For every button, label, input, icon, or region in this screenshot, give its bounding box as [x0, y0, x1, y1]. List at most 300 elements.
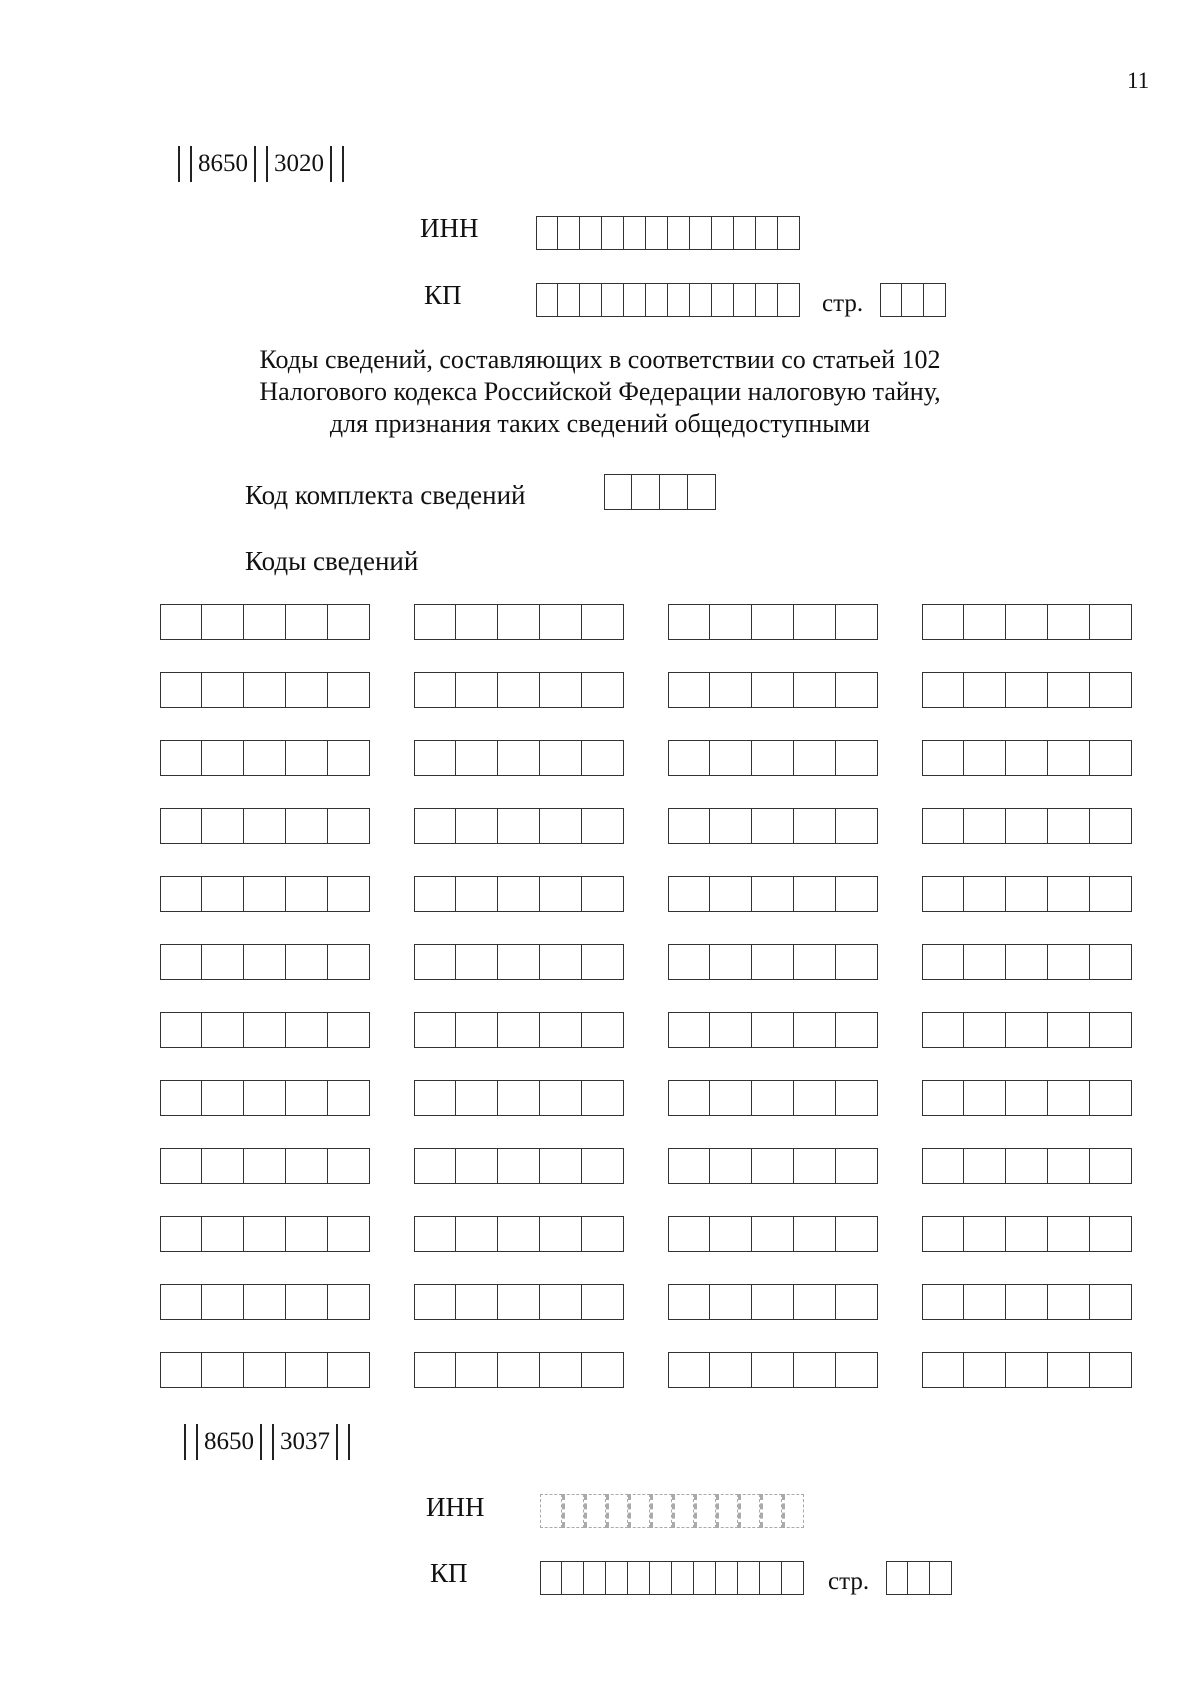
code-cell[interactable]	[922, 672, 964, 708]
code-cell[interactable]	[456, 1284, 498, 1320]
code-cell[interactable]	[668, 1216, 710, 1252]
code-box[interactable]	[414, 672, 624, 708]
code-cell[interactable]	[1048, 808, 1090, 844]
code-cell[interactable]	[710, 1284, 752, 1320]
page-field-bottom[interactable]	[886, 1561, 952, 1595]
codes-row	[160, 672, 1140, 708]
code-cell[interactable]	[1048, 604, 1090, 640]
code-cell[interactable]	[1006, 876, 1048, 912]
code-cell[interactable]	[160, 1148, 202, 1184]
code-cell[interactable]	[964, 1216, 1006, 1252]
code-cell[interactable]	[794, 1352, 836, 1388]
code-cell[interactable]	[286, 1012, 328, 1048]
code-cell[interactable]	[286, 1352, 328, 1388]
code-cell[interactable]	[710, 1012, 752, 1048]
code-cell[interactable]	[1006, 1216, 1048, 1252]
code-cell[interactable]	[1090, 604, 1132, 640]
code-box[interactable]	[922, 1012, 1132, 1048]
barcode-bar	[330, 146, 332, 182]
code-cell[interactable]	[540, 672, 582, 708]
code-cell[interactable]	[582, 944, 624, 980]
code-cell[interactable]	[710, 1216, 752, 1252]
code-cell[interactable]	[414, 1216, 456, 1252]
code-cell[interactable]	[244, 808, 286, 844]
code-cell[interactable]	[752, 1216, 794, 1252]
code-cell[interactable]	[1090, 1012, 1132, 1048]
code-cell[interactable]	[964, 672, 1006, 708]
code-cell[interactable]	[328, 672, 370, 708]
code-box[interactable]	[414, 1080, 624, 1116]
code-cell[interactable]	[244, 1080, 286, 1116]
code-cell[interactable]	[582, 876, 624, 912]
code-cell[interactable]	[710, 876, 752, 912]
code-cell[interactable]	[160, 672, 202, 708]
code-box[interactable]	[668, 604, 878, 640]
code-cell[interactable]	[1090, 876, 1132, 912]
code-cell[interactable]	[202, 604, 244, 640]
code-cell[interactable]	[836, 876, 878, 912]
barcode-bar	[272, 1424, 274, 1460]
code-cell[interactable]	[160, 1080, 202, 1116]
code-cell[interactable]	[202, 944, 244, 980]
code-cell[interactable]	[1006, 672, 1048, 708]
code-cell[interactable]	[414, 1080, 456, 1116]
code-cell[interactable]	[540, 808, 582, 844]
code-cell[interactable]	[160, 604, 202, 640]
code-cell[interactable]	[1090, 1284, 1132, 1320]
code-cell[interactable]	[752, 1148, 794, 1184]
code-box[interactable]	[160, 604, 370, 640]
code-cell[interactable]	[794, 1148, 836, 1184]
code-cell[interactable]	[794, 808, 836, 844]
code-cell[interactable]	[964, 740, 1006, 776]
code-cell[interactable]	[1048, 1284, 1090, 1320]
code-cell[interactable]	[286, 604, 328, 640]
code-cell[interactable]	[328, 1148, 370, 1184]
code-cell[interactable]	[1048, 1080, 1090, 1116]
code-cell[interactable]	[456, 1080, 498, 1116]
code-cell[interactable]	[244, 740, 286, 776]
kpp-field-bottom[interactable]	[540, 1561, 804, 1595]
code-cell[interactable]	[710, 672, 752, 708]
code-cell[interactable]	[668, 1148, 710, 1184]
code-cell[interactable]	[582, 1216, 624, 1252]
code-cell[interactable]	[244, 1352, 286, 1388]
code-box[interactable]	[668, 1012, 878, 1048]
kpp-field[interactable]	[536, 283, 800, 317]
code-box[interactable]	[160, 1148, 370, 1184]
code-cell[interactable]	[540, 1352, 582, 1388]
code-cell[interactable]	[668, 604, 710, 640]
code-cell[interactable]	[710, 604, 752, 640]
code-cell[interactable]	[964, 944, 1006, 980]
code-cell[interactable]	[794, 604, 836, 640]
code-cell[interactable]	[964, 1352, 1006, 1388]
code-cell[interactable]	[160, 740, 202, 776]
code-cell[interactable]	[456, 740, 498, 776]
code-cell[interactable]	[668, 944, 710, 980]
code-box[interactable]	[922, 604, 1132, 640]
code-cell[interactable]	[244, 944, 286, 980]
code-cell[interactable]	[752, 1080, 794, 1116]
code-box[interactable]	[668, 808, 878, 844]
code-box[interactable]	[922, 1216, 1132, 1252]
code-cell[interactable]	[1090, 1148, 1132, 1184]
code-box[interactable]	[922, 1352, 1132, 1388]
code-box[interactable]	[922, 1080, 1132, 1116]
page-label: стр.	[822, 290, 864, 317]
code-cell[interactable]	[498, 672, 540, 708]
code-box[interactable]	[160, 808, 370, 844]
code-cell[interactable]	[328, 740, 370, 776]
code-box[interactable]	[668, 944, 878, 980]
code-cell[interactable]	[836, 1352, 878, 1388]
code-box[interactable]	[414, 604, 624, 640]
code-cell[interactable]	[794, 1284, 836, 1320]
code-cell[interactable]	[540, 876, 582, 912]
code-cell[interactable]	[456, 1352, 498, 1388]
code-cell[interactable]	[752, 740, 794, 776]
code-cell[interactable]	[414, 1284, 456, 1320]
code-cell[interactable]	[710, 808, 752, 844]
code-box[interactable]	[922, 672, 1132, 708]
code-cell[interactable]	[922, 1352, 964, 1388]
code-box[interactable]	[414, 740, 624, 776]
code-cell[interactable]	[582, 740, 624, 776]
code-box[interactable]	[668, 1148, 878, 1184]
code-cell[interactable]	[1006, 740, 1048, 776]
code-cell[interactable]	[836, 1012, 878, 1048]
code-box[interactable]	[160, 1080, 370, 1116]
code-cell[interactable]	[668, 740, 710, 776]
code-cell[interactable]	[160, 808, 202, 844]
code-cell[interactable]	[582, 604, 624, 640]
code-box[interactable]	[414, 876, 624, 912]
code-cell[interactable]	[582, 1148, 624, 1184]
code-cell[interactable]	[414, 672, 456, 708]
code-cell[interactable]	[202, 1284, 244, 1320]
code-cell[interactable]	[414, 740, 456, 776]
code-cell[interactable]	[836, 1080, 878, 1116]
code-cell[interactable]	[794, 1080, 836, 1116]
code-cell[interactable]	[498, 1216, 540, 1252]
code-cell[interactable]	[328, 1216, 370, 1252]
code-cell[interactable]	[668, 1352, 710, 1388]
barcode-bar	[336, 1424, 338, 1460]
code-cell[interactable]	[668, 1080, 710, 1116]
code-cell[interactable]	[964, 876, 1006, 912]
code-cell[interactable]	[498, 740, 540, 776]
code-cell[interactable]	[582, 1352, 624, 1388]
code-box[interactable]	[160, 1284, 370, 1320]
code-cell[interactable]	[286, 944, 328, 980]
code-box[interactable]	[160, 876, 370, 912]
code-cell[interactable]	[922, 1012, 964, 1048]
code-cell[interactable]	[922, 1216, 964, 1252]
code-cell[interactable]	[286, 1148, 328, 1184]
code-cell[interactable]	[456, 604, 498, 640]
code-cell[interactable]	[540, 604, 582, 640]
code-box[interactable]	[922, 740, 1132, 776]
code-cell[interactable]	[202, 740, 244, 776]
code-cell[interactable]	[836, 944, 878, 980]
code-box[interactable]	[668, 1216, 878, 1252]
code-cell[interactable]	[414, 944, 456, 980]
code-cell[interactable]	[414, 1012, 456, 1048]
code-cell[interactable]	[710, 1148, 752, 1184]
code-cell[interactable]	[752, 672, 794, 708]
page-field[interactable]	[880, 283, 946, 317]
code-cell[interactable]	[668, 876, 710, 912]
code-cell[interactable]	[456, 944, 498, 980]
code-cell[interactable]	[244, 604, 286, 640]
code-cell[interactable]	[328, 1284, 370, 1320]
code-cell[interactable]	[794, 876, 836, 912]
code-cell[interactable]	[964, 1148, 1006, 1184]
code-box[interactable]	[160, 1216, 370, 1252]
code-cell[interactable]	[1090, 1080, 1132, 1116]
code-cell[interactable]	[752, 1352, 794, 1388]
code-cell[interactable]	[582, 672, 624, 708]
code-cell[interactable]	[414, 876, 456, 912]
code-cell[interactable]	[964, 1012, 1006, 1048]
code-cell[interactable]	[836, 1216, 878, 1252]
code-cell[interactable]	[710, 1080, 752, 1116]
code-cell[interactable]	[964, 1080, 1006, 1116]
code-box[interactable]	[668, 672, 878, 708]
code-cell[interactable]	[328, 808, 370, 844]
code-cell[interactable]	[160, 876, 202, 912]
code-cell[interactable]	[1006, 1012, 1048, 1048]
code-cell[interactable]	[964, 808, 1006, 844]
code-cell[interactable]	[286, 740, 328, 776]
code-cell[interactable]	[836, 808, 878, 844]
code-cell[interactable]	[1048, 740, 1090, 776]
code-cell[interactable]	[456, 808, 498, 844]
code-cell[interactable]	[160, 944, 202, 980]
inn-field-bottom[interactable]	[540, 1494, 804, 1528]
code-box[interactable]	[414, 1216, 624, 1252]
code-cell[interactable]	[668, 1284, 710, 1320]
code-cell[interactable]	[836, 604, 878, 640]
code-cell[interactable]	[752, 604, 794, 640]
code-cell[interactable]	[1006, 1352, 1048, 1388]
code-cell[interactable]	[414, 1352, 456, 1388]
code-cell[interactable]	[752, 808, 794, 844]
code-cell[interactable]	[752, 944, 794, 980]
code-cell[interactable]	[244, 1012, 286, 1048]
code-box[interactable]	[922, 808, 1132, 844]
code-cell[interactable]	[1006, 1284, 1048, 1320]
code-cell[interactable]	[160, 1216, 202, 1252]
code-cell[interactable]	[1090, 944, 1132, 980]
code-cell[interactable]	[244, 876, 286, 912]
inn-field[interactable]	[536, 216, 800, 250]
code-cell[interactable]	[328, 1080, 370, 1116]
code-cell[interactable]	[202, 876, 244, 912]
code-cell[interactable]	[540, 1284, 582, 1320]
code-cell[interactable]	[922, 1148, 964, 1184]
code-cell[interactable]	[1048, 1148, 1090, 1184]
code-cell[interactable]	[1006, 1080, 1048, 1116]
code-box[interactable]	[668, 876, 878, 912]
code-cell[interactable]	[244, 672, 286, 708]
code-cell[interactable]	[328, 1012, 370, 1048]
code-cell[interactable]	[964, 1284, 1006, 1320]
code-cell[interactable]	[498, 1352, 540, 1388]
code-cell[interactable]	[540, 1216, 582, 1252]
code-cell[interactable]	[922, 944, 964, 980]
code-cell[interactable]	[1006, 944, 1048, 980]
code-cell[interactable]	[794, 672, 836, 708]
code-box[interactable]	[668, 1352, 878, 1388]
code-cell[interactable]	[286, 1080, 328, 1116]
code-cell[interactable]	[286, 1216, 328, 1252]
code-cell[interactable]	[328, 604, 370, 640]
code-cell[interactable]	[202, 1148, 244, 1184]
code-cell[interactable]	[498, 604, 540, 640]
code-cell[interactable]	[202, 808, 244, 844]
code-cell[interactable]	[836, 1284, 878, 1320]
code-cell[interactable]	[1048, 944, 1090, 980]
code-cell[interactable]	[1090, 1216, 1132, 1252]
code-cell[interactable]	[668, 672, 710, 708]
code-cell[interactable]	[794, 740, 836, 776]
code-cell[interactable]	[1006, 1148, 1048, 1184]
code-cell[interactable]	[540, 1012, 582, 1048]
code-box[interactable]	[414, 1284, 624, 1320]
code-cell[interactable]	[498, 808, 540, 844]
code-cell[interactable]	[922, 808, 964, 844]
code-cell[interactable]	[836, 1148, 878, 1184]
code-box[interactable]	[922, 1284, 1132, 1320]
code-box[interactable]	[668, 1080, 878, 1116]
code-cell[interactable]	[922, 1080, 964, 1116]
code-cell[interactable]	[160, 1012, 202, 1048]
code-cell[interactable]	[456, 1012, 498, 1048]
code-cell[interactable]	[414, 604, 456, 640]
code-cell[interactable]	[582, 808, 624, 844]
code-box[interactable]	[668, 1284, 878, 1320]
code-cell[interactable]	[1048, 1012, 1090, 1048]
set-code-field[interactable]	[604, 474, 716, 510]
code-cell[interactable]	[498, 876, 540, 912]
code-cell[interactable]	[456, 876, 498, 912]
code-cell[interactable]	[668, 808, 710, 844]
code-cell[interactable]	[456, 672, 498, 708]
code-cell[interactable]	[286, 876, 328, 912]
code-cell[interactable]	[582, 1012, 624, 1048]
code-box[interactable]	[668, 740, 878, 776]
code-box[interactable]	[414, 944, 624, 980]
code-cell[interactable]	[202, 1352, 244, 1388]
code-cell[interactable]	[752, 876, 794, 912]
code-cell[interactable]	[540, 944, 582, 980]
code-box[interactable]	[414, 808, 624, 844]
code-box[interactable]	[414, 1012, 624, 1048]
code-cell[interactable]	[328, 1352, 370, 1388]
code-cell[interactable]	[498, 1012, 540, 1048]
code-cell[interactable]	[202, 672, 244, 708]
code-cell[interactable]	[964, 604, 1006, 640]
code-box[interactable]	[922, 876, 1132, 912]
code-box[interactable]	[922, 1148, 1132, 1184]
code-cell[interactable]	[286, 672, 328, 708]
code-cell[interactable]	[710, 1352, 752, 1388]
code-cell[interactable]	[498, 1284, 540, 1320]
code-cell[interactable]	[1048, 1352, 1090, 1388]
code-cell[interactable]	[710, 944, 752, 980]
code-box[interactable]	[160, 944, 370, 980]
code-cell[interactable]	[1090, 672, 1132, 708]
code-box[interactable]	[160, 672, 370, 708]
code-cell[interactable]	[202, 1080, 244, 1116]
code-cell[interactable]	[1048, 672, 1090, 708]
code-cell[interactable]	[1006, 604, 1048, 640]
code-cell[interactable]	[668, 1012, 710, 1048]
code-cell[interactable]	[456, 1148, 498, 1184]
code-cell[interactable]	[836, 672, 878, 708]
code-cell[interactable]	[540, 1080, 582, 1116]
code-cell[interactable]	[922, 876, 964, 912]
code-box[interactable]	[414, 1352, 624, 1388]
code-cell[interactable]	[328, 944, 370, 980]
code-cell[interactable]	[794, 1216, 836, 1252]
code-cell[interactable]	[540, 1148, 582, 1184]
code-cell[interactable]	[1090, 740, 1132, 776]
code-cell[interactable]	[286, 1284, 328, 1320]
code-cell[interactable]	[922, 740, 964, 776]
code-box[interactable]	[160, 1012, 370, 1048]
code-cell[interactable]	[244, 1148, 286, 1184]
code-cell[interactable]	[752, 1012, 794, 1048]
code-cell[interactable]	[498, 944, 540, 980]
code-cell[interactable]	[498, 1148, 540, 1184]
code-cell[interactable]	[582, 1284, 624, 1320]
code-cell[interactable]	[244, 1216, 286, 1252]
code-cell[interactable]	[710, 740, 752, 776]
code-cell[interactable]	[922, 604, 964, 640]
code-cell[interactable]	[1090, 1352, 1132, 1388]
code-cell[interactable]	[328, 876, 370, 912]
code-cell[interactable]	[794, 1012, 836, 1048]
code-cell[interactable]	[202, 1216, 244, 1252]
code-box[interactable]	[922, 944, 1132, 980]
code-cell[interactable]	[286, 808, 328, 844]
code-cell[interactable]	[1006, 808, 1048, 844]
code-cell[interactable]	[752, 1284, 794, 1320]
code-cell[interactable]	[498, 1080, 540, 1116]
code-cell[interactable]	[414, 1148, 456, 1184]
code-box[interactable]	[160, 1352, 370, 1388]
code-cell[interactable]	[1048, 876, 1090, 912]
code-cell[interactable]	[1048, 1216, 1090, 1252]
code-cell[interactable]	[160, 1352, 202, 1388]
code-cell[interactable]	[922, 1284, 964, 1320]
code-cell[interactable]	[414, 808, 456, 844]
code-cell[interactable]	[202, 1012, 244, 1048]
code-cell[interactable]	[160, 1284, 202, 1320]
code-cell[interactable]	[836, 740, 878, 776]
code-cell[interactable]	[582, 1080, 624, 1116]
code-cell[interactable]	[456, 1216, 498, 1252]
code-cell[interactable]	[1090, 808, 1132, 844]
code-cell[interactable]	[794, 944, 836, 980]
code-box[interactable]	[414, 1148, 624, 1184]
code-cell[interactable]	[540, 740, 582, 776]
code-box[interactable]	[160, 740, 370, 776]
code-cell[interactable]	[244, 1284, 286, 1320]
